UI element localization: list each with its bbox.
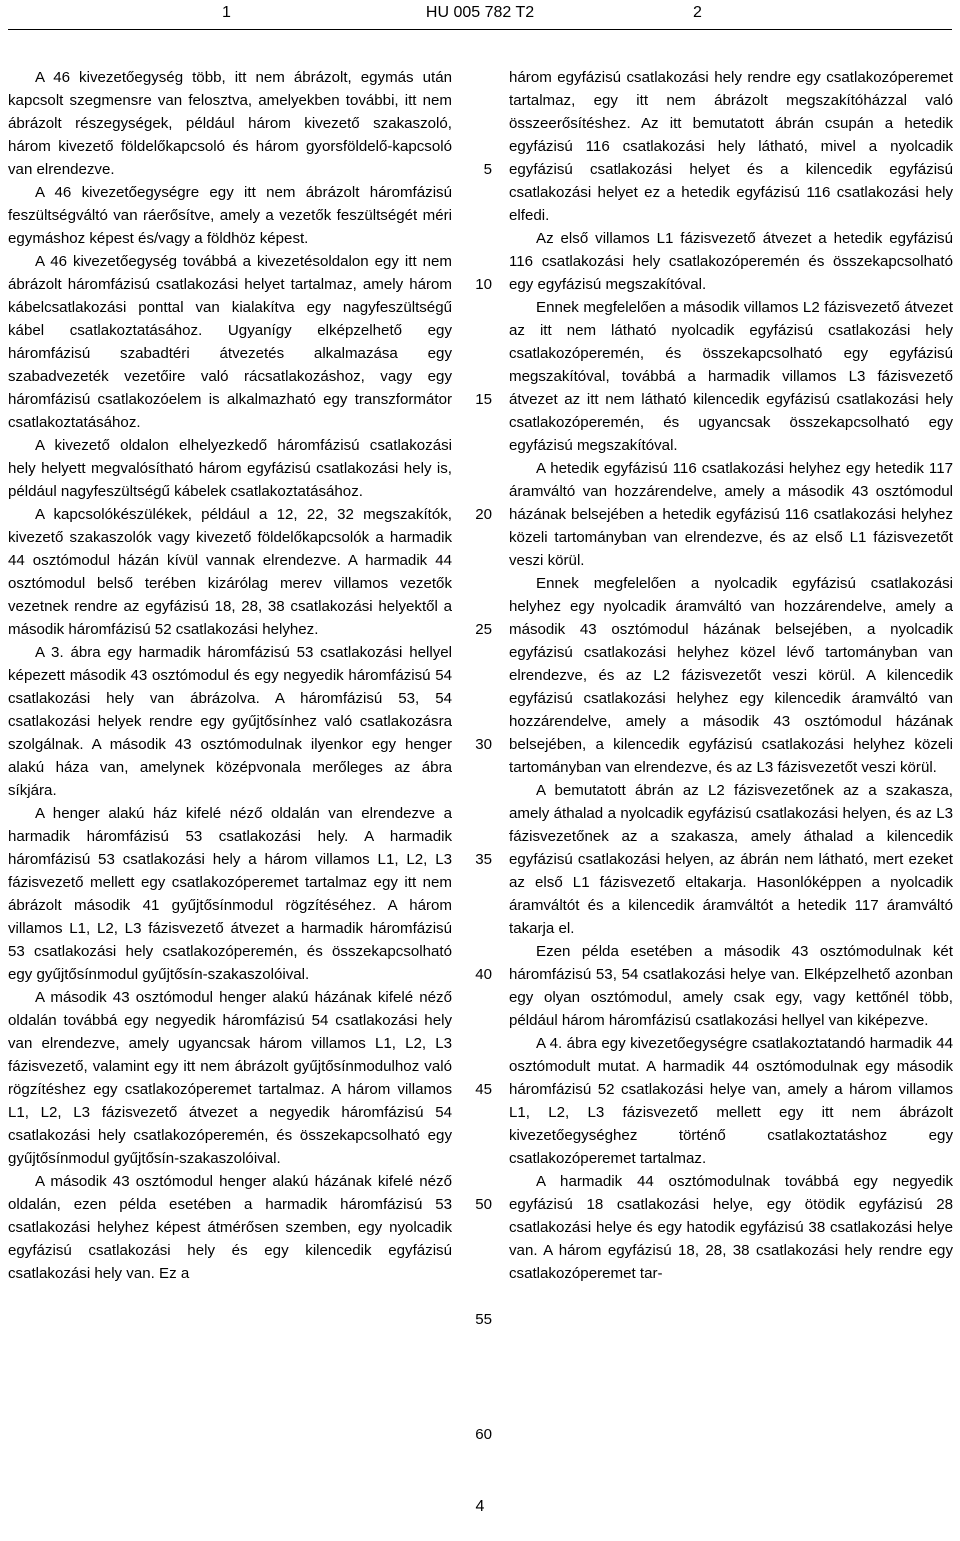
line-number: 20 (475, 506, 492, 523)
paragraph: A hetedik egyfázisú 116 csatlakozási helyhez egy hetedik 117 áramváltó van hozzárendelve, amely a második 43 osztómodul házának belsejében a hetedik egyfázisú 116 csatlakozási helyhez közeli tartományban van elrendezve, és az első L1 fázisvezetőt veszi körül. (509, 460, 953, 569)
page-number: 4 (475, 1498, 485, 1515)
header-rule (8, 29, 952, 30)
paragraph: A 3. ábra egy harmadik háromfázisú 53 csatlakozási hellyel képezett második 43 osztómodul és egy negyedik háromfázisú 54 csatlakozási hely van ábrázolva. A háromfázisú 53, 54 csatlakozási helyek rendre egy gyűjtősínhez való csatlakozásra szolgálnak. A második 43 osztómodulnak ilyenkor egy henger alakú háza van, amelynek középvonala merőleges az ábra síkjára. (8, 644, 452, 799)
paragraph: Ennek megfelelően a nyolcadik egyfázisú csatlakozási helyhez egy nyolcadik áramváltó van hozzárendelve, amely a második 43 osztómodul házának belsejében, a nyolcadik egyfázisú csatlakozási helyhez közel lévő tartományban van elrendezve, és az L2 fázisvezetőt veszi körül. A kilencedik egyfázisú csatlakozási helyhez egy kilencedik áramváltó van hozzárendelve, amely a második 43 osztómodul házának belsejében, a kilencedik egyfázisú csatlakozási helyhez közeli tartományban van elrendezve, és az L3 fázisvezetőt veszi körül. (509, 575, 953, 776)
paragraph: Ezen példa esetében a második 43 osztómodulnak két háromfázisú 53, 54 csatlakozási helye van. Elképzelhető azonban egy olyan osztómodul, amely csak egy, vagy kettőnél több, például három háromfázisú csatlakozási hellyel van kiképezve. (509, 943, 953, 1029)
line-number: 45 (475, 1081, 492, 1098)
line-number: 15 (475, 391, 492, 408)
line-number: 40 (475, 966, 492, 983)
line-number: 30 (475, 736, 492, 753)
right-column (509, 66, 953, 1285)
line-number: 5 (483, 161, 492, 178)
paragraph: A 46 kivezetőegység továbbá a kivezetésoldalon egy itt nem ábrázolt háromfázisú csatlakozási helyet tartalmaz, amely három kábelcsatlakozási ponttal van kialakítva egy nagyfeszültségű kábel csatlakoztatásához. Ugyanígy elképzelhető egy háromfázisú szabadtéri átvezetés alkalmazása egy szabadvezeték vezetőire való rácsatlakozáshoz, vagy egy háromfázisú csatlakozóelem is alkalmazható egy transzformátor csatlakoztatásához. (8, 253, 452, 431)
paragraph: Az első villamos L1 fázisvezető átvezet a hetedik egyfázisú 116 csatlakozási hely csatlakozóperemén és összekapcsolható egy egyfázisú megszakítóval. (509, 230, 953, 293)
paragraph: A 4. ábra egy kivezetőegységre csatlakoztatandó harmadik 44 osztómodult mutat. A harmadik 44 osztómodulnak egy második háromfázisú 52 csatlakozási helye van, amely a három villamos L1, L2, L3 fázisvezető mellett egy itt nem ábrázolt kivezetőegységhez történő csatlakoztatáshoz egy csatlakozóperemet tartalmaz. (509, 1035, 953, 1167)
paragraph: A harmadik 44 osztómodulnak továbbá egy negyedik egyfázisú 18 csatlakozási helye, egy ötödik egyfázisú 28 csatlakozási helye és egy hatodik egyfázisú 38 csatlakozási helye van. A három egyfázisú 18, 28, 38 csatlakozási hely rendre egy csatlakozóperemet tar- (509, 1173, 953, 1282)
right-page-number: 2 (693, 4, 702, 21)
paragraph: A bemutatott ábrán az L2 fázisvezetőnek az a szakasza, amely áthalad a nyolcadik egyfázisú csatlakozási helyen, és az L3 fázisvezetőnek az a szakasza, amely áthalad a kilencedik egyfázisú csatlakozási helyen, az ábrán nem látható, mert ezeket az első L1 fázisvezető eltakarja. Hasonlóképpen a nyolcadik áramváltót és a kilencedik áramváltót a hetedik 117 áramváltó takarja el. (509, 782, 953, 937)
paragraph: A henger alakú ház kifelé néző oldalán van elrendezve a harmadik háromfázisú 53 csatlakozási hely. A harmadik háromfázisú 53 csatlakozási hely a három villamos L1, L2, L3 fázisvezető mellett egy csatlakozóperemet tartalmaz egy itt nem ábrázolt második 41 gyűjtősínmodul rögzítéséhez. A három villamos L1, L2, L3 fázisvezető átvezet a harmadik háromfázisú 53 csatlakozási hely csatlakozóperemén, és összekapcsolható egy gyűjtősínmodul gyűjtősín-szakaszolóival. (8, 805, 452, 983)
line-number: 35 (475, 851, 492, 868)
left-page-number: 1 (222, 4, 231, 21)
line-number: 60 (475, 1426, 492, 1443)
paragraph: A második 43 osztómodul henger alakú házának kifelé néző oldalán, ezen példa esetében a harmadik háromfázisú 53 csatlakozási helyhez képest átmérősen szemben, egy nyolcadik egyfázisú csatlakozási hely és egy kilencedik egyfázisú csatlakozási hely van. Ez a (8, 1173, 452, 1282)
paragraph: A 46 kivezetőegység több, itt nem ábrázolt, egymás után kapcsolt szegmensre van felosztva, amelyekben további, itt nem ábrázolt részegységek, például három kivezető szakaszoló, három kivezető földelőkapcsoló és három gyorsföldelő-kapcsoló van elrendezve. (8, 69, 452, 178)
paragraph: A második 43 osztómodul henger alakú házának kifelé néző oldalán továbbá egy negyedik háromfázisú 54 csatlakozási hely van elrendezve, amely ugyancsak három villamos L1, L2, L3 fázisvezető, valamint egy itt nem ábrázolt gyűjtősínmodulhoz való rögzítéshez egy csatlakozóperemet tartalmaz. A három villamos L1, L2, L3 fázisvezető átvezet a negyedik háromfázisú 54 csatlakozási hely csatlakozóperemén, és összekapcsolható egy gyűjtősínmodul gyűjtősín-szakaszolóival. (8, 989, 452, 1167)
line-number: 50 (475, 1196, 492, 1213)
paragraph: Ennek megfelelően a második villamos L2 fázisvezető átvezet az itt nem látható nyolcadik egyfázisú csatlakozási hely csatlakozóperemén, és összekapcsolható egy egyfázisú megszakítóval, továbbá a harmadik villamos L3 fázisvezető átvezet az itt nem látható kilencedik egyfázisú csatlakozási hely csatlakozóperemén, és ugyancsak összekapcsolható egy egyfázisú megszakítóval. (509, 299, 953, 454)
line-number: 10 (475, 276, 492, 293)
document-id: HU 005 782 T2 (425, 4, 535, 21)
line-number: 25 (475, 621, 492, 638)
paragraph: A kapcsolókészülékek, például a 12, 22, 32 megszakítók, kivezető szakaszolók vagy kivezető földelőkapcsolók a harmadik 44 osztómodul házán kívül vannak elrendezve. A harmadik 44 osztómodul belső terében kizárólag merev villamos vezetők vezetnek rendre az egyfázisú 18, 28, 38 csatlakozási helyektől a második háromfázisú 52 csatlakozási helyhez. (8, 506, 452, 638)
left-column (8, 66, 452, 1285)
paragraph: A kivezető oldalon elhelyezkedő háromfázisú csatlakozási hely helyett megvalósítható három egyfázisú csatlakozási hely is, például nagyfeszültségű kábelek csatlakoztatásához. (8, 437, 452, 500)
line-number: 55 (475, 1311, 492, 1328)
paragraph: A 46 kivezetőegységre egy itt nem ábrázolt háromfázisú feszültségváltó van ráerősítve, amely a vezetők feszültségét méri egymáshoz képest és/vagy a földhöz képest. (8, 184, 452, 247)
paragraph: három egyfázisú csatlakozási hely rendre egy csatlakozóperemet tartalmaz, egy itt nem ábrázolt megszakítóházzal való összeerősítéshez. Az itt bemutatott ábrán csupán a hetedik egyfázisú 116 csatlakozási hely látható, mivel a nyolcadik egyfázisú csatlakozási helyet és a kilencedik egyfázisú csatlakozási helyet ez a hetedik egyfázisú 116 csatlakozási hely elfedi. (509, 69, 953, 224)
